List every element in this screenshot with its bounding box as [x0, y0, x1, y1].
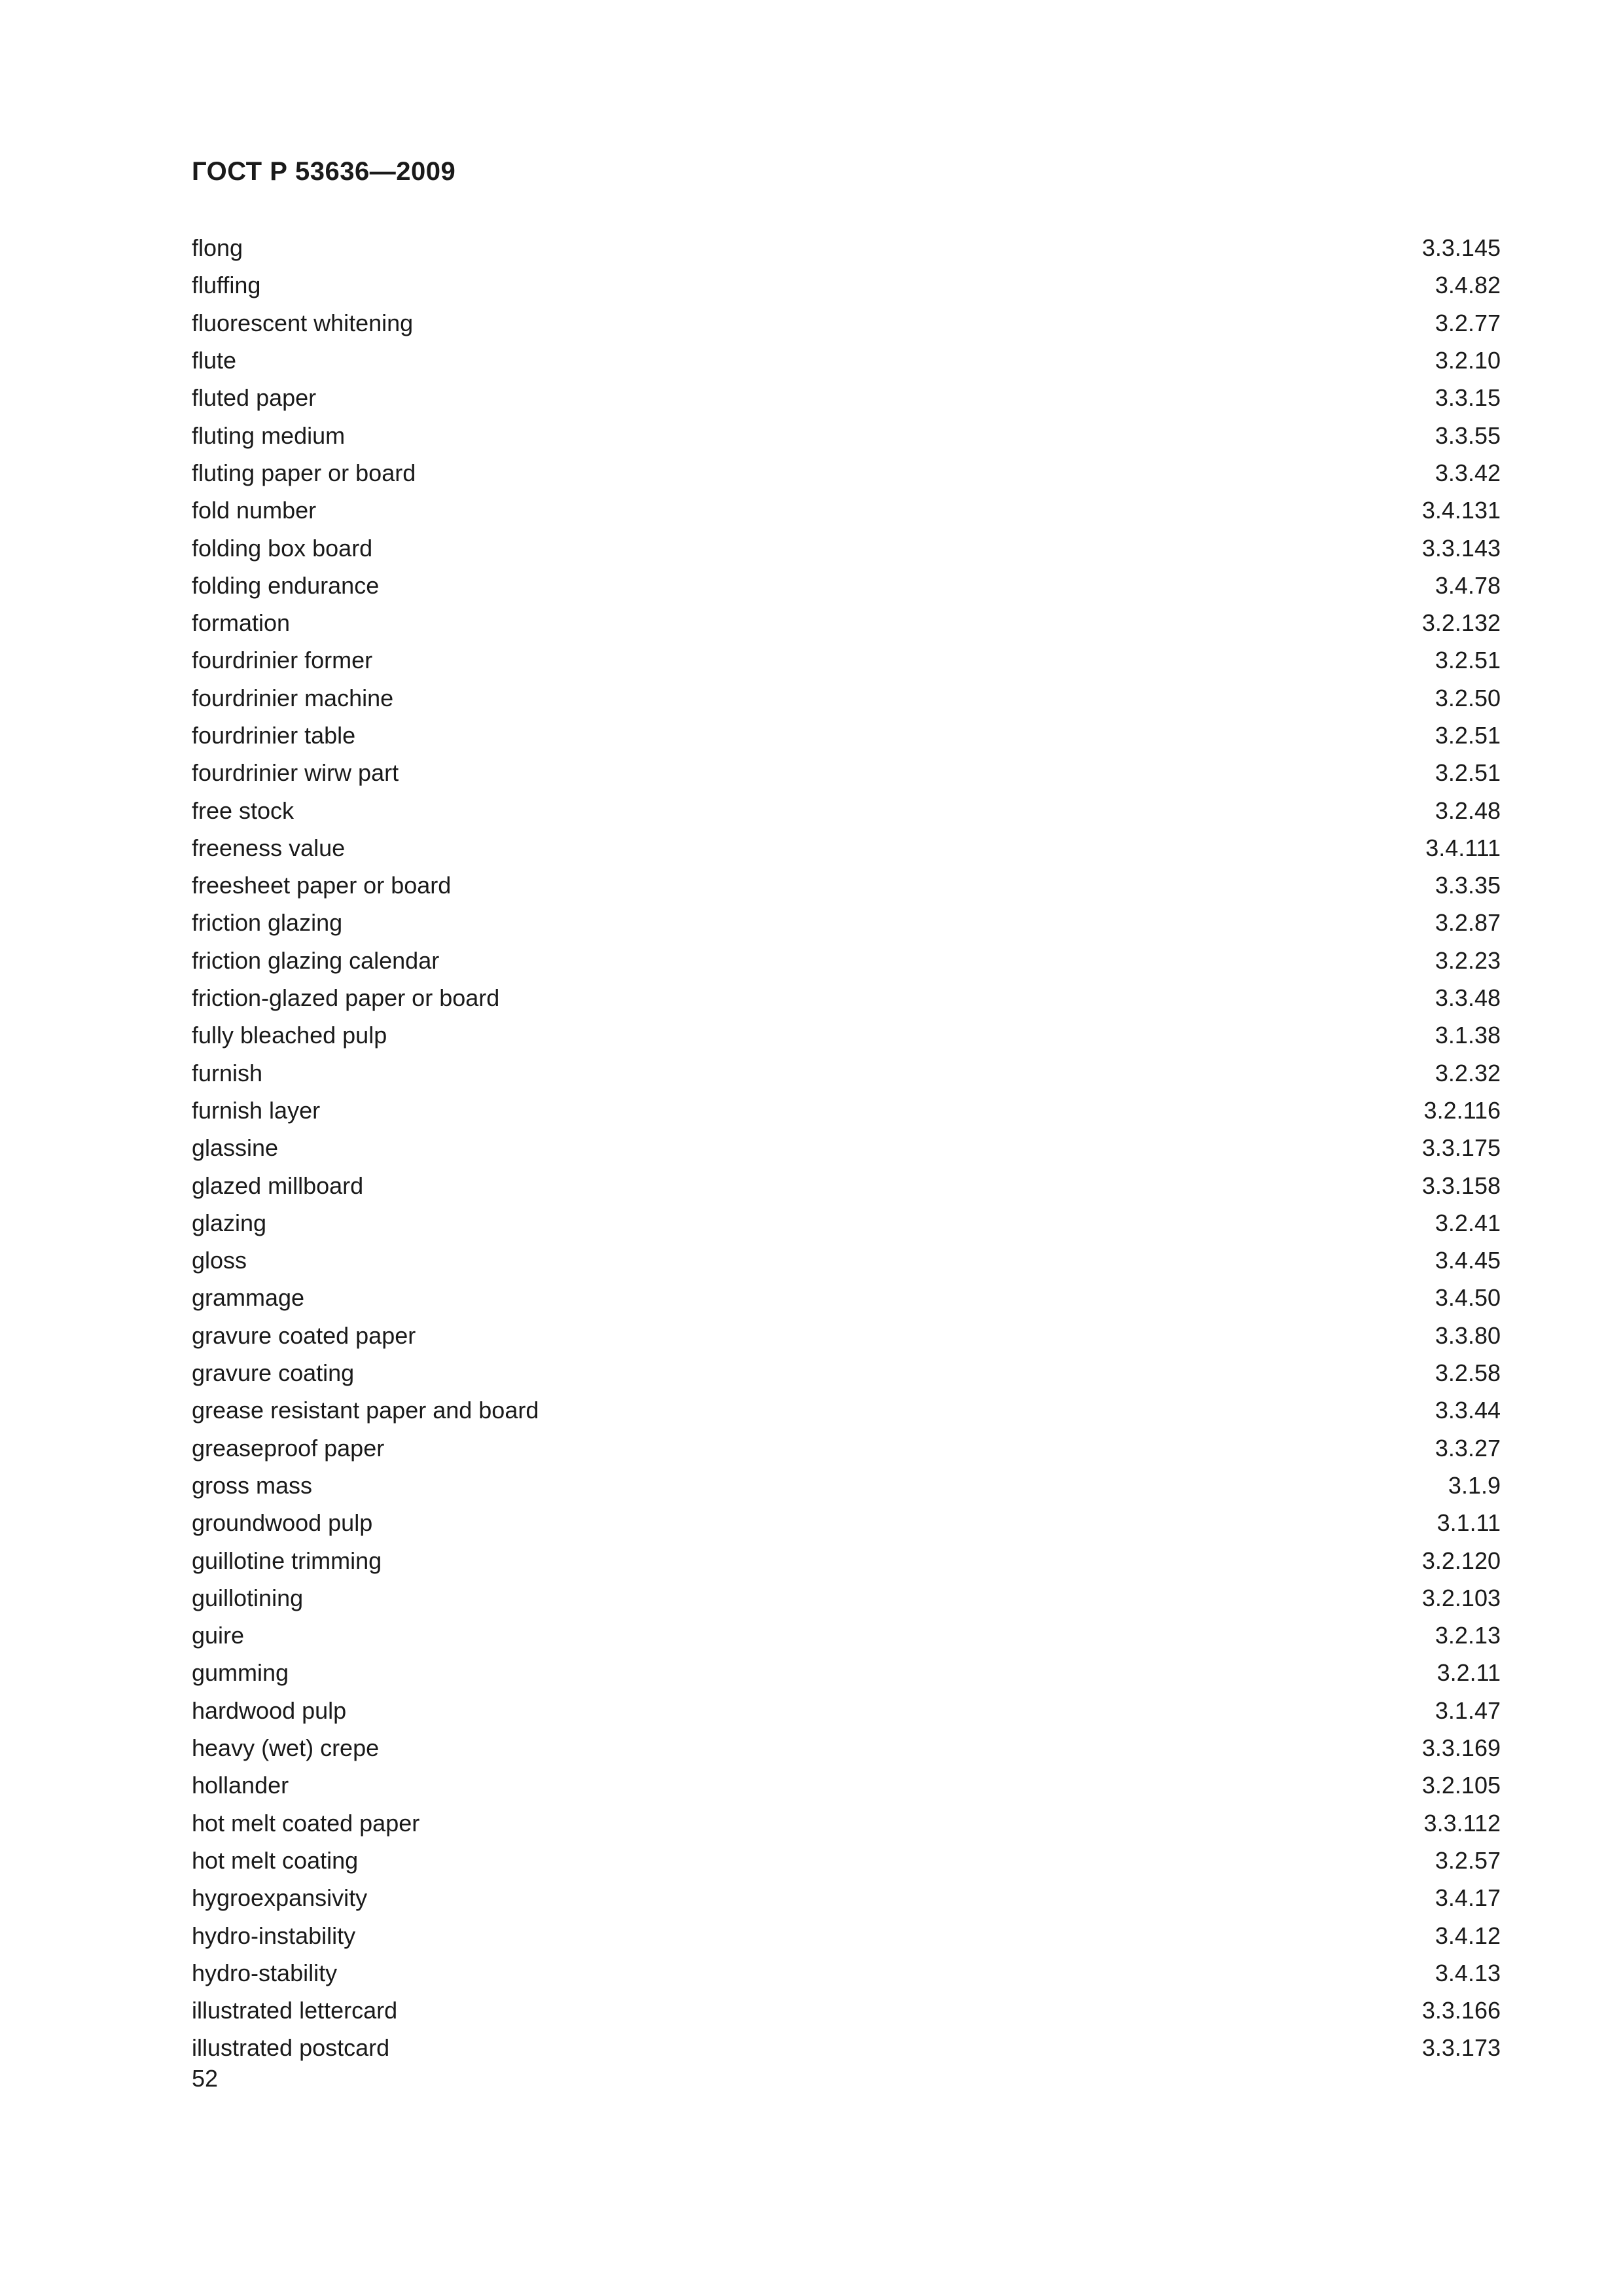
index-entry: [192, 1279, 1501, 1316]
index-entry: [192, 1916, 1501, 1954]
index-reference: 3.2.50: [1435, 684, 1501, 711]
index-reference: 3.2.48: [1435, 797, 1501, 824]
index-entry: [192, 1879, 1501, 1916]
index-entry: [192, 717, 1501, 754]
index-term: hydro-instability: [192, 1922, 356, 1949]
index-entry: [192, 1729, 1501, 1767]
index-entry: [192, 1767, 1501, 1804]
index-term: glazed millboard: [192, 1172, 364, 1199]
index-term: fold number: [192, 497, 317, 524]
index-reference: 3.4.50: [1435, 1284, 1501, 1312]
index-term: gravure coated paper: [192, 1321, 416, 1349]
index-reference: 3.2.58: [1435, 1359, 1501, 1387]
index-reference: 3.2.23: [1435, 946, 1501, 974]
index-reference: 3.2.32: [1435, 1059, 1501, 1086]
index-entry: [192, 304, 1501, 342]
index-term: gloss: [192, 1247, 247, 1274]
index-entry: [192, 492, 1501, 529]
index-reference: 3.2.77: [1435, 309, 1501, 336]
index-term: glazing: [192, 1209, 267, 1236]
index-term: grammage: [192, 1284, 305, 1312]
index-reference: 3.3.27: [1435, 1434, 1501, 1462]
index-term: fourdrinier machine: [192, 684, 394, 711]
index-term: fluting paper or board: [192, 459, 416, 486]
index-entry: [192, 529, 1501, 566]
index-reference: 3.4.17: [1435, 1884, 1501, 1912]
index-entry: [192, 567, 1501, 604]
index-term: heavy (wet) crepe: [192, 1734, 380, 1762]
index-term: freeness value: [192, 834, 346, 861]
index-reference: 3.4.78: [1435, 571, 1501, 599]
index-term: fluffing: [192, 272, 261, 299]
index-entry: [192, 1954, 1501, 1992]
index-term: hot melt coated paper: [192, 1809, 420, 1837]
index-entry: [192, 1541, 1501, 1579]
index-term: fluting medium: [192, 422, 346, 449]
index-entry: [192, 1092, 1501, 1129]
index-reference: 3.3.143: [1421, 534, 1501, 562]
index-entry: [192, 679, 1501, 717]
index-reference: 3.2.51: [1435, 759, 1501, 787]
index-entry: [192, 1467, 1501, 1504]
index-entry: [192, 1166, 1501, 1204]
index-reference: 3.2.51: [1435, 722, 1501, 749]
index-entry: [192, 1617, 1501, 1654]
index-entry: [192, 342, 1501, 379]
index-term: friction glazing: [192, 909, 343, 937]
index-reference: 3.2.57: [1435, 1846, 1501, 1874]
index-term: fourdrinier wirw part: [192, 759, 399, 787]
index-reference: 3.2.105: [1421, 1772, 1501, 1799]
index-entry: [192, 2029, 1501, 2066]
index-term: groundwood pulp: [192, 1509, 373, 1537]
index-term: fluorescent whitening: [192, 309, 414, 336]
index-entry: [192, 1317, 1501, 1354]
index-reference: 3.3.145: [1421, 234, 1501, 262]
index-term: furnish: [192, 1059, 263, 1086]
index-reference: 3.4.131: [1421, 497, 1501, 524]
index-reference: 3.4.13: [1435, 1959, 1501, 1986]
index-term: free stock: [192, 797, 294, 824]
index-reference: 3.3.169: [1421, 1734, 1501, 1762]
index-reference: 3.4.45: [1435, 1247, 1501, 1274]
index-reference: 3.3.173: [1421, 2034, 1501, 2062]
index-term: formation: [192, 609, 291, 637]
index-reference: 3.3.158: [1421, 1172, 1501, 1199]
index-reference: 3.2.116: [1423, 1096, 1501, 1124]
index-term: illustrated lettercard: [192, 1997, 398, 2024]
index-reference: 3.2.87: [1435, 909, 1501, 937]
index-term: gross mass: [192, 1471, 313, 1499]
index-entry: [192, 791, 1501, 829]
index-entry: [192, 1016, 1501, 1054]
index-term: greaseproof paper: [192, 1434, 385, 1462]
index-entry: [192, 1204, 1501, 1242]
index-entry: [192, 1391, 1501, 1429]
index-entry: [192, 1579, 1501, 1617]
index-term: folding endurance: [192, 571, 380, 599]
index-entry: [192, 1804, 1501, 1841]
index-reference: 3.3.80: [1435, 1321, 1501, 1349]
index-reference: 3.1.47: [1435, 1696, 1501, 1724]
index-entry: [192, 1654, 1501, 1691]
index-entry: [192, 1992, 1501, 2029]
index-term: fluted paper: [192, 384, 317, 412]
index-term: guillotining: [192, 1584, 304, 1611]
index-term: glassine: [192, 1134, 279, 1162]
term-index-list: [192, 229, 1501, 2067]
index-reference: 3.2.13: [1435, 1622, 1501, 1649]
index-reference: 3.2.132: [1421, 609, 1501, 637]
index-term: friction-glazed paper or board: [192, 984, 500, 1012]
index-entry: [192, 754, 1501, 791]
index-entry: [192, 979, 1501, 1016]
index-reference: 3.4.111: [1425, 834, 1501, 861]
index-reference: 3.2.51: [1435, 647, 1501, 674]
index-entry: [192, 229, 1501, 266]
index-reference: 3.3.44: [1435, 1397, 1501, 1424]
index-term: hollander: [192, 1772, 289, 1799]
index-term: flute: [192, 347, 237, 374]
index-reference: 3.3.166: [1421, 1997, 1501, 2024]
index-term: flong: [192, 234, 243, 262]
index-entry: [192, 454, 1501, 492]
index-entry: [192, 904, 1501, 941]
page-number: 52: [192, 2065, 219, 2092]
index-reference: 3.2.41: [1435, 1209, 1501, 1236]
index-term: hydro-stability: [192, 1959, 338, 1986]
index-entry: [192, 1842, 1501, 1879]
index-term: friction glazing calendar: [192, 946, 440, 974]
index-term: guillotine trimming: [192, 1547, 382, 1574]
index-reference: 3.3.35: [1435, 872, 1501, 899]
index-term: hot melt coating: [192, 1846, 359, 1874]
index-term: illustrated postcard: [192, 2034, 390, 2062]
index-reference: 3.3.55: [1435, 422, 1501, 449]
index-reference: 3.2.103: [1421, 1584, 1501, 1611]
index-entry: [192, 1354, 1501, 1391]
index-reference: 3.3.15: [1435, 384, 1501, 412]
index-reference: 3.3.112: [1423, 1809, 1501, 1837]
index-reference: 3.3.48: [1435, 984, 1501, 1012]
index-entry: [192, 1242, 1501, 1279]
index-term: fourdrinier table: [192, 722, 356, 749]
index-reference: 3.1.11: [1436, 1509, 1501, 1537]
index-entry: [192, 1129, 1501, 1166]
index-term: hygroexpansivity: [192, 1884, 368, 1912]
index-reference: 3.4.82: [1435, 272, 1501, 299]
index-entry: [192, 604, 1501, 641]
index-entry: [192, 829, 1501, 867]
index-term: gumming: [192, 1659, 289, 1687]
index-term: grease resistant paper and board: [192, 1397, 539, 1424]
index-term: furnish layer: [192, 1096, 321, 1124]
index-reference: 3.4.12: [1435, 1922, 1501, 1949]
index-entry: [192, 942, 1501, 979]
index-reference: 3.3.42: [1435, 459, 1501, 486]
index-term: folding box board: [192, 534, 373, 562]
index-term: freesheet paper or board: [192, 872, 452, 899]
index-entry: [192, 1504, 1501, 1541]
index-entry: [192, 867, 1501, 904]
index-reference: 3.2.10: [1435, 347, 1501, 374]
index-term: guire: [192, 1622, 245, 1649]
index-term: fully bleached pulp: [192, 1022, 387, 1049]
index-entry: [192, 1429, 1501, 1467]
index-entry: [192, 1054, 1501, 1092]
index-entry: [192, 266, 1501, 304]
index-reference: 3.2.11: [1436, 1659, 1501, 1687]
index-reference: 3.2.120: [1421, 1547, 1501, 1574]
index-term: hardwood pulp: [192, 1696, 347, 1724]
index-reference: 3.3.175: [1421, 1134, 1501, 1162]
index-reference: 3.1.38: [1435, 1022, 1501, 1049]
index-term: gravure coating: [192, 1359, 355, 1387]
index-entry: [192, 379, 1501, 416]
index-term: fourdrinier former: [192, 647, 373, 674]
index-reference: 3.1.9: [1448, 1471, 1501, 1499]
index-entry: [192, 641, 1501, 679]
index-entry: [192, 1692, 1501, 1729]
index-entry: [192, 416, 1501, 454]
document-header: ГОСТ Р 53636—2009: [192, 157, 456, 186]
